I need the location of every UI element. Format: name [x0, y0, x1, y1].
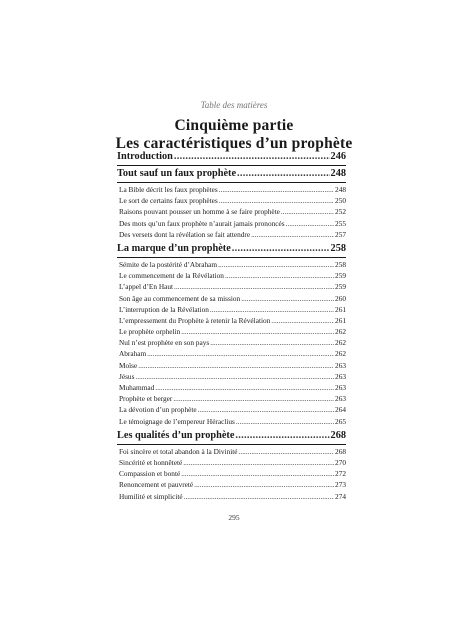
toc-leader-dots [281, 207, 334, 216]
toc-entry-page: 270 [335, 457, 346, 467]
toc-entry[interactable] [119, 316, 346, 327]
toc-leader-dots [235, 430, 329, 441]
toc-entry[interactable] [119, 338, 346, 349]
toc-entry-page: 260 [335, 293, 346, 303]
toc-entry-page: 257 [335, 229, 346, 239]
toc-entry-label: Abraham [119, 349, 147, 359]
toc-leader-dots [219, 185, 334, 194]
toc-entry[interactable] [119, 349, 346, 360]
toc-entry-page: 274 [335, 491, 346, 501]
toc-section [117, 243, 346, 428]
toc-entry-label: Jésus [119, 371, 135, 381]
toc-leader-dots [174, 151, 330, 162]
toc-leader-dots [251, 230, 334, 239]
toc-entry-label: Sémite de la postérité d’Abraham [119, 259, 218, 269]
toc-section-heading[interactable] [117, 168, 346, 182]
toc-section-title: La marque d’un prophète [117, 242, 231, 254]
toc-entry[interactable] [119, 294, 346, 305]
toc-entry-label: Des versets dont la révélation se fait attendre [119, 229, 251, 239]
toc-leader-dots [232, 243, 330, 254]
toc-leader-dots [286, 219, 334, 228]
toc-section [117, 168, 346, 241]
toc-leader-dots [241, 294, 334, 303]
toc-entry-label: Compassion et bonté [119, 469, 181, 479]
toc-entry[interactable] [119, 447, 346, 458]
toc-entry-page: 261 [335, 304, 346, 314]
toc-leader-dots [194, 480, 334, 489]
toc-entry-page: 259 [335, 282, 346, 292]
toc-leader-dots [147, 349, 334, 358]
toc-entry-label: Foi sincère et total abandon à la Divinité [119, 446, 238, 456]
toc-entry-page: 272 [335, 469, 346, 479]
toc-leader-dots [237, 168, 330, 179]
toc-entry-page: 248 [335, 185, 346, 194]
toc-section-page: 246 [330, 151, 346, 162]
running-head: Table des matières [200, 100, 268, 110]
toc-leader-dots [181, 327, 334, 336]
toc-leader-dots [239, 447, 335, 456]
toc-entry-list [117, 258, 346, 428]
toc-leader-dots [155, 383, 334, 392]
part-title-line-1: Cinquième partie [174, 117, 294, 134]
toc-leader-dots [181, 469, 334, 478]
toc-entry-label: Le sort de certains faux prophètes [119, 196, 218, 206]
toc-entry[interactable] [119, 282, 346, 293]
toc-entry-page: 259 [335, 271, 346, 281]
toc-entry-page: 250 [335, 196, 346, 206]
toc-leader-dots [184, 492, 334, 501]
toc-entry[interactable] [119, 260, 346, 271]
toc-entry-label: L’empressement du Prophète à retenir la Révélation [119, 315, 271, 325]
section-rule [117, 165, 346, 166]
toc-entry-label: Le témoignage de l’empereur Héraclius [119, 416, 235, 426]
toc-section-page: 248 [330, 168, 346, 179]
toc-leader-dots [210, 338, 334, 347]
toc-section-heading[interactable] [117, 243, 346, 257]
toc-entry-page: 263 [335, 360, 346, 370]
toc-entry[interactable] [119, 469, 346, 480]
toc-entry[interactable] [119, 305, 346, 316]
toc-entry[interactable] [119, 327, 346, 338]
toc-entry[interactable] [119, 230, 346, 241]
toc-entry-label: Moïse [119, 360, 138, 370]
toc-leader-dots [174, 282, 334, 291]
toc-entry-page: 273 [335, 480, 346, 490]
toc-entry-page: 263 [335, 371, 346, 381]
toc-section-title: Les qualités d’un prophète [117, 429, 235, 441]
toc-section-page: 268 [330, 429, 346, 441]
part-title [0, 117, 468, 153]
toc-entry-label: Nul n’est prophète en son pays [119, 338, 210, 348]
toc-leader-dots [271, 316, 334, 325]
table-of-contents [117, 151, 346, 505]
toc-entry[interactable] [119, 417, 346, 428]
toc-entry-label: Prophète et berger [119, 394, 173, 404]
toc-entry[interactable] [119, 480, 346, 491]
toc-entry[interactable] [119, 207, 346, 218]
toc-entry-page: 268 [335, 446, 346, 456]
part-title-line-2: Les caractéristiques d’un prophète [115, 135, 353, 152]
toc-leader-dots [210, 305, 334, 314]
toc-entry-page: 264 [335, 405, 346, 415]
toc-section-title: Introduction [117, 151, 173, 162]
toc-entry[interactable] [119, 405, 346, 416]
toc-entry-label: Le prophète orphelin [119, 327, 181, 337]
toc-section [117, 151, 346, 166]
toc-entry-label: Renoncement et pauvreté [119, 480, 194, 490]
toc-section-heading[interactable] [117, 430, 346, 444]
toc-entry[interactable] [119, 271, 346, 282]
toc-leader-dots [219, 196, 334, 205]
toc-entry-label: La dévotion d’un prophète [119, 405, 197, 415]
toc-entry[interactable] [119, 383, 346, 394]
toc-section-heading[interactable] [117, 151, 346, 165]
toc-section-page: 258 [330, 242, 346, 254]
toc-leader-dots [173, 394, 334, 403]
toc-leader-dots [225, 271, 334, 280]
toc-entry[interactable] [119, 219, 346, 230]
toc-entry-page: 252 [335, 207, 346, 217]
toc-entry-page: 262 [335, 349, 346, 359]
toc-leader-dots [138, 361, 334, 370]
toc-leader-dots [198, 405, 334, 414]
toc-leader-dots [236, 417, 334, 426]
toc-entry-label: L’appel d’En Haut [119, 282, 174, 292]
toc-entry-label: La Bible décrit les faux prophètes [119, 185, 218, 194]
toc-leader-dots [135, 372, 334, 381]
toc-leader-dots [183, 458, 334, 467]
toc-entry[interactable] [119, 185, 346, 196]
toc-entry-list [117, 445, 346, 503]
toc-entry[interactable] [119, 394, 346, 405]
toc-entry[interactable] [119, 372, 346, 383]
toc-entry-label: Son âge au commencement de sa mission [119, 293, 241, 303]
toc-entry-label: Sincérité et honnêteté [119, 457, 183, 467]
toc-entry-label: Le commencement de la Révélation [119, 271, 224, 281]
toc-entry[interactable] [119, 492, 346, 503]
toc-entry-label: Humilité et simplicité [119, 491, 183, 501]
toc-entry-label: L’interruption de la Révélation [119, 304, 209, 314]
page-number: 295 [228, 513, 240, 522]
toc-entry-page: 261 [335, 315, 346, 325]
toc-entry-page: 263 [335, 383, 346, 392]
toc-section-title: Tout sauf un faux prophète [117, 168, 237, 179]
toc-entry-page: 265 [335, 416, 346, 426]
toc-entry-page: 263 [335, 394, 346, 404]
toc-entry[interactable] [119, 458, 346, 469]
toc-entry-label: Muhammad [119, 383, 155, 392]
toc-entry-label: Raisons pouvant pousser un homme à se faire prophète [119, 207, 280, 217]
toc-entry-list [117, 183, 346, 241]
toc-section [117, 430, 346, 503]
toc-entry-page: 255 [335, 218, 346, 228]
toc-entry-page: 262 [335, 327, 346, 337]
toc-entry-page: 258 [335, 259, 346, 269]
toc-entry-label: Des mots qu’un faux prophète n’aurait jamais prononcés [119, 218, 285, 228]
toc-entry[interactable] [119, 361, 346, 372]
toc-leader-dots [218, 260, 334, 269]
toc-entry[interactable] [119, 196, 346, 207]
toc-entry-page: 262 [335, 338, 346, 348]
